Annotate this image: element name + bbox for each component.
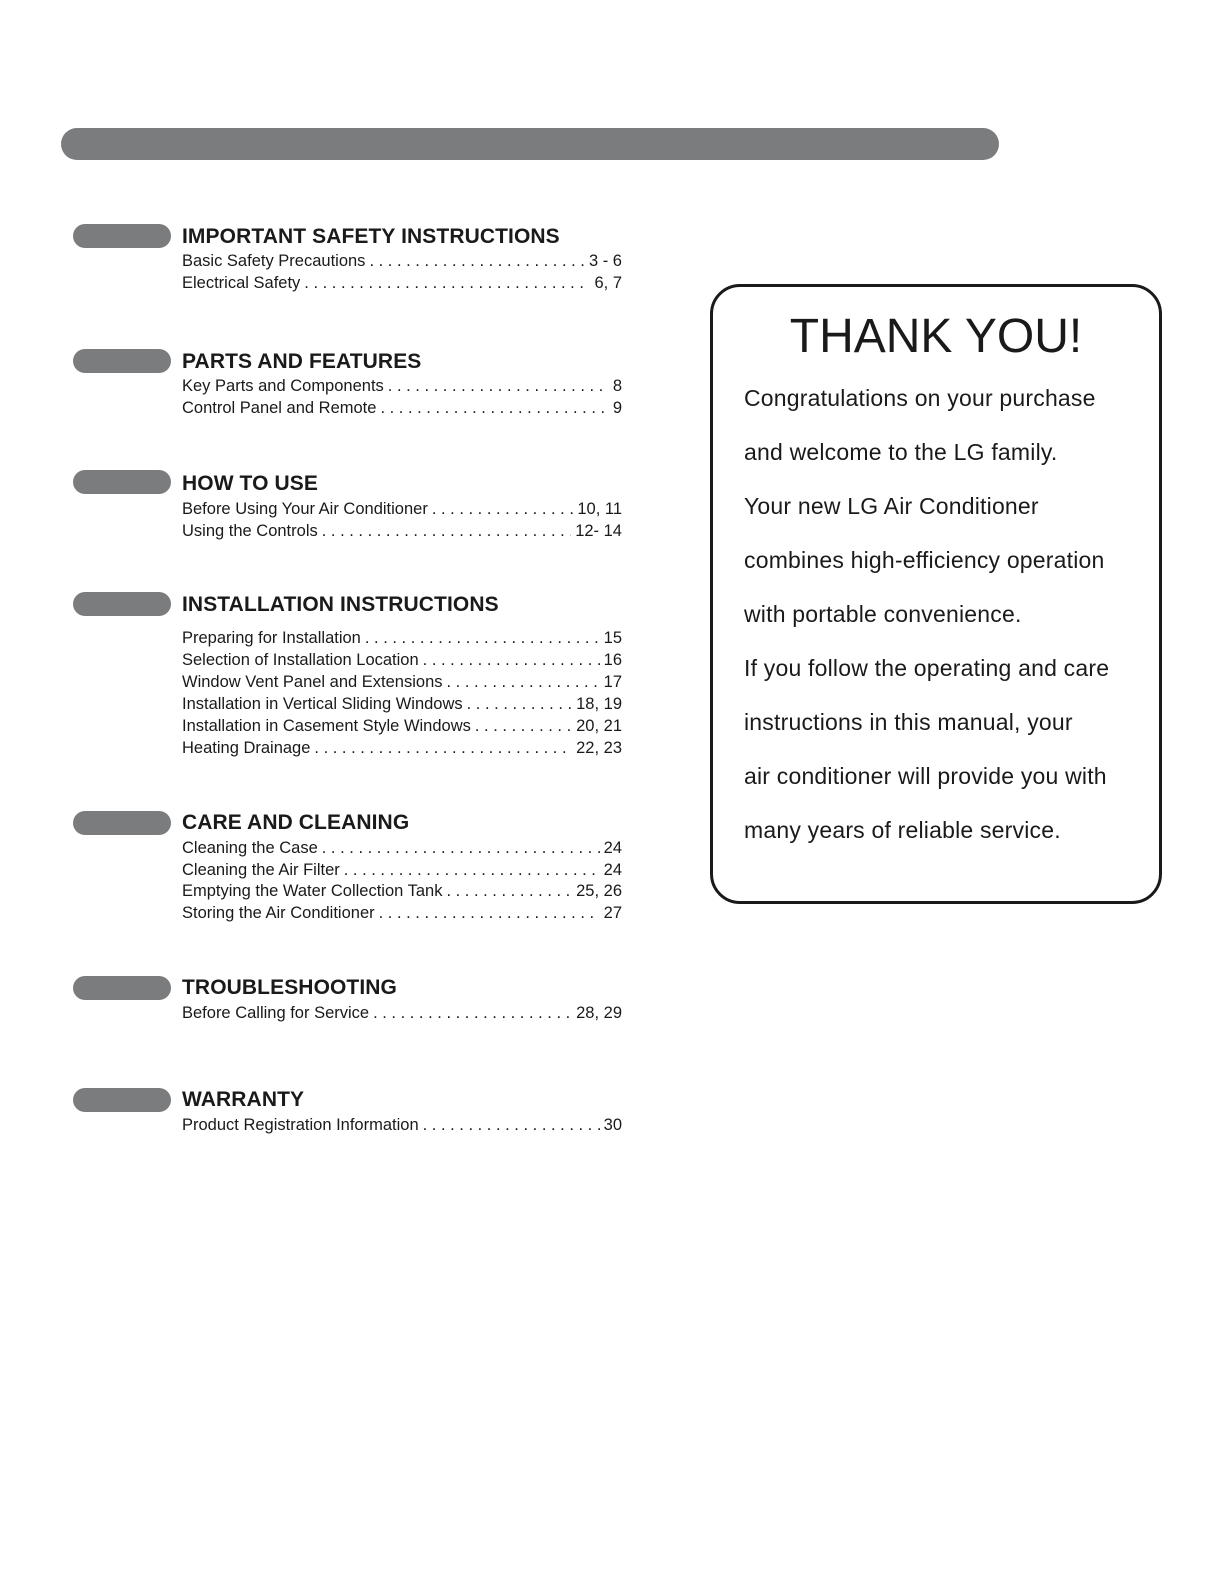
section-title-how-to-use: HOW TO USE (182, 472, 318, 495)
section-title-care: CARE AND CLEANING (182, 811, 410, 834)
leader-dots (423, 651, 600, 670)
thank-you-line: instructions in this manual, your (744, 709, 1073, 735)
toc-entry[interactable] (182, 522, 622, 541)
thank-you-line: many years of reliable service. (744, 817, 1061, 843)
section-title-parts: PARTS AND FEATURES (182, 350, 422, 373)
thank-you-box (710, 284, 1162, 904)
toc-entry-label: Installation in Casement Style Windows (182, 717, 471, 735)
section-marker (73, 224, 171, 248)
toc-entry-label: Selection of Installation Location (182, 651, 419, 669)
toc-entry-page: 16 (603, 651, 622, 669)
header-bar (61, 128, 999, 160)
toc-entry[interactable] (182, 1004, 622, 1023)
section-title-warranty: WARRANTY (182, 1088, 305, 1111)
leader-dots (467, 695, 572, 714)
toc-entry-label: Window Vent Panel and Extensions (182, 673, 443, 691)
section-marker (73, 811, 171, 835)
toc-entry-page: 9 (612, 399, 622, 417)
toc-entry[interactable] (182, 274, 622, 293)
section-title-troubleshooting: TROUBLESHOOTING (182, 976, 397, 999)
section-title-installation: INSTALLATION INSTRUCTIONS (182, 593, 499, 616)
thank-you-line: Congratulations on your purchase (744, 385, 1096, 411)
leader-dots (423, 1116, 600, 1135)
toc-entry[interactable] (182, 500, 622, 519)
toc-entry[interactable] (182, 629, 622, 648)
toc-entry-page: 25, 26 (576, 882, 622, 900)
leader-dots (369, 252, 585, 271)
toc-entry[interactable] (182, 673, 622, 692)
toc-entry-page: 6, 7 (594, 274, 622, 292)
toc-entry-page: 15 (603, 629, 622, 647)
toc-entry-label: Cleaning the Case (182, 839, 318, 857)
leader-dots (379, 904, 600, 923)
thank-you-line: combines high-efficiency operation (744, 547, 1105, 573)
section-marker (73, 592, 171, 616)
toc-entry-page: 18, 19 (576, 695, 622, 713)
toc-entry[interactable] (182, 1116, 622, 1135)
toc-entry[interactable] (182, 861, 622, 880)
leader-dots (314, 739, 572, 758)
toc-entry-page: 10, 11 (577, 500, 622, 518)
section-marker (73, 1088, 171, 1112)
toc-entry[interactable] (182, 904, 622, 923)
toc-entry-label: Using the Controls (182, 522, 318, 540)
toc-entry-page: 28, 29 (576, 1004, 622, 1022)
toc-entry-label: Key Parts and Components (182, 377, 384, 395)
toc-entry-label: Cleaning the Air Filter (182, 861, 340, 879)
toc-entry-page: 22, 23 (576, 739, 622, 757)
toc-entry[interactable] (182, 651, 622, 670)
leader-dots (380, 399, 608, 418)
toc-entry-label: Before Using Your Air Conditioner (182, 500, 428, 518)
toc-entry-label: Installation in Vertical Sliding Windows (182, 695, 463, 713)
toc-entry-page: 24 (603, 839, 622, 857)
toc-entry[interactable] (182, 695, 622, 714)
leader-dots (475, 717, 572, 736)
toc-entry[interactable] (182, 839, 622, 858)
thank-you-line: and welcome to the LG family. (744, 439, 1058, 465)
toc-entry[interactable] (182, 399, 622, 418)
leader-dots (322, 839, 600, 858)
thank-you-line: If you follow the operating and care (744, 655, 1110, 681)
toc-entry[interactable] (182, 252, 622, 271)
toc-entry-page: 20, 21 (576, 717, 622, 735)
leader-dots (446, 882, 572, 901)
leader-dots (388, 377, 609, 396)
toc-entry-label: Product Registration Information (182, 1116, 419, 1134)
thank-you-line: with portable convenience. (744, 601, 1022, 627)
toc-entry-page: 8 (612, 377, 622, 395)
leader-dots (432, 500, 574, 519)
thank-you-title: THANK YOU! (789, 310, 1083, 363)
toc-entry[interactable] (182, 717, 622, 736)
thank-you-line: Your new LG Air Conditioner (744, 493, 1039, 519)
toc-entry[interactable] (182, 882, 622, 901)
toc-entry-label: Electrical Safety (182, 274, 301, 292)
thank-you-line: air conditioner will provide you with (744, 763, 1107, 789)
toc-entry-page: 30 (603, 1116, 622, 1134)
leader-dots (304, 274, 590, 293)
leader-dots (447, 673, 600, 692)
toc-entry-page: 27 (603, 904, 622, 922)
toc-entry-label: Heating Drainage (182, 739, 311, 757)
section-marker (73, 349, 171, 373)
section-marker (73, 470, 171, 494)
toc-entry-page: 3 - 6 (588, 252, 622, 270)
toc-entry-label: Emptying the Water Collection Tank (182, 882, 443, 900)
toc-entry-label: Storing the Air Conditioner (182, 904, 375, 922)
leader-dots (322, 522, 571, 541)
toc-entry-page: 24 (603, 861, 622, 879)
section-title-safety: IMPORTANT SAFETY INSTRUCTIONS (182, 225, 560, 248)
leader-dots (373, 1004, 572, 1023)
section-marker (73, 976, 171, 1000)
toc-entry-label: Basic Safety Precautions (182, 252, 366, 270)
toc-entry[interactable] (182, 377, 622, 396)
leader-dots (365, 629, 600, 648)
leader-dots (344, 861, 600, 880)
toc-entry[interactable] (182, 739, 622, 758)
toc-entry-page: 17 (603, 673, 622, 691)
toc-entry-label: Control Panel and Remote (182, 399, 377, 417)
toc-entry-page: 12- 14 (575, 522, 622, 540)
toc-entry-label: Before Calling for Service (182, 1004, 370, 1022)
toc-entry-label: Preparing for Installation (182, 629, 361, 647)
